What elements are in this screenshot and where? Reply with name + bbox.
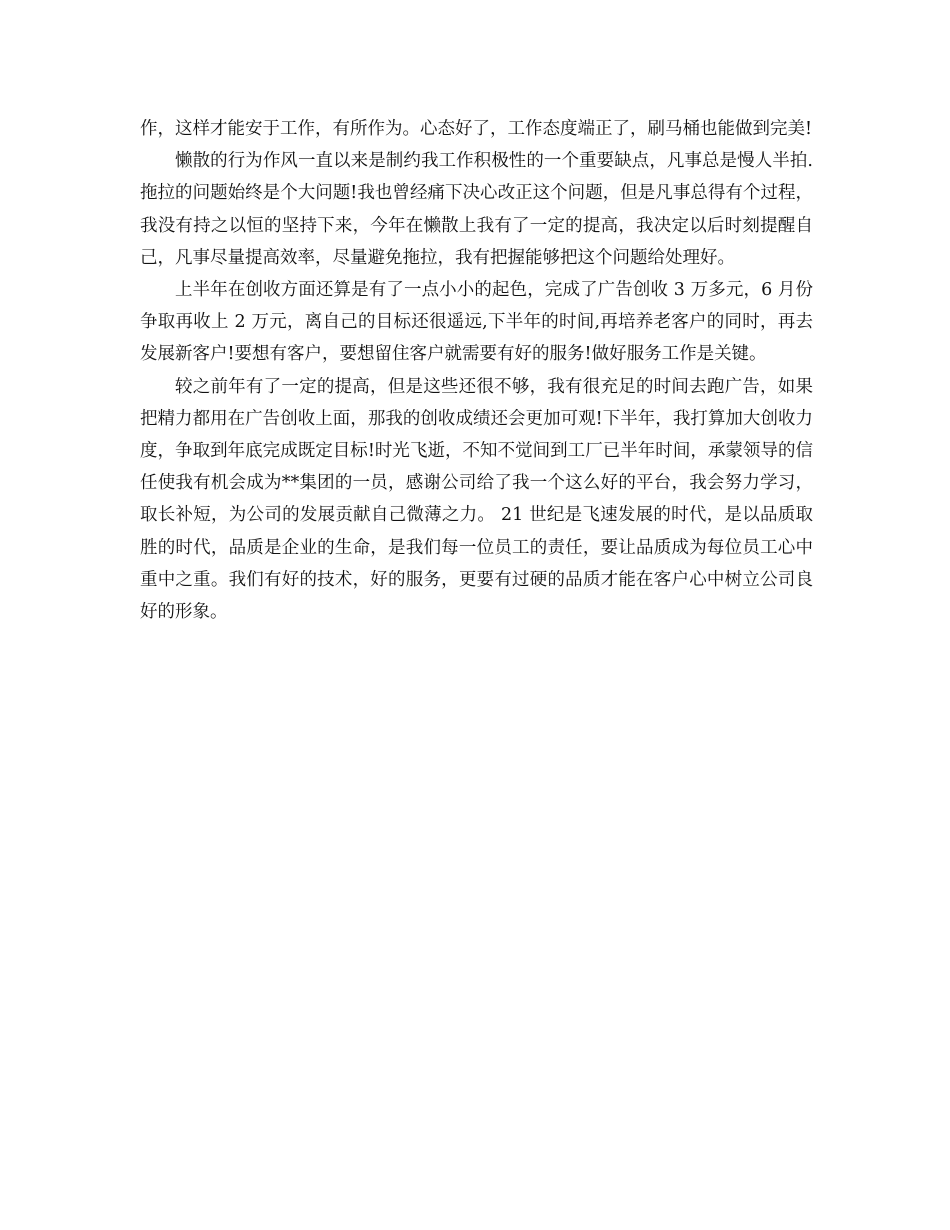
paragraph-1: 作，这样才能安于工作，有所作为。心态好了，工作态度端正了，刷马桶也能做到完美! — [140, 119, 813, 139]
paragraph-3: 上半年在创收方面还算是有了一点小小的起色，完成了广告创收 3 万多元，6 月份争取再收上 2 万元，离自己的目标还很遥远,下半年的时间,再培养老客户的同时，再去发展新客户!要想有客户，要想留住客户就需要有好的服务!做好服务工作是关键。 — [140, 280, 813, 365]
paragraph-2: 懒散的行为作风一直以来是制约我工作积极性的一个重要缺点，凡事总是慢人半拍.拖拉的问题始终是个大问题!我也曾经痛下决心改正这个问题，但是凡事总得有个过程，我没有持之以恒的坚持下来，今年在懒散上我有了一定的提高，我决定以后时刻提醒自己，凡事尽量提高效率，尽量避免拖拉，我有把握能够把这个问题给处理好。 — [140, 151, 813, 268]
paragraph-4: 较之前年有了一定的提高，但是这些还很不够，我有很充足的时间去跑广告，如果把精力都用在广告创收上面，那我的创收成绩还会更加可观!下半年，我打算加大创收力度，争取到年底完成既定目标!时光飞逝，不知不觉间到工厂已半年时间，承蒙领导的信任使我有机会成为**集团的一员，感谢公司给了我一个这么好的平台，我会努力学习，取长补短，为公司的发展贡献自己微薄之力。 21 世纪是飞速发展的时代，是以品质取胜的时代，品质是企业的生命，是我们每一位员工的责任，要让品质成为每位员工心中重中之重。我们有好的技术，好的服务，更要有过硬的品质才能在客户心中树立公司良好的形象。 — [140, 376, 813, 623]
document-body — [140, 113, 813, 628]
